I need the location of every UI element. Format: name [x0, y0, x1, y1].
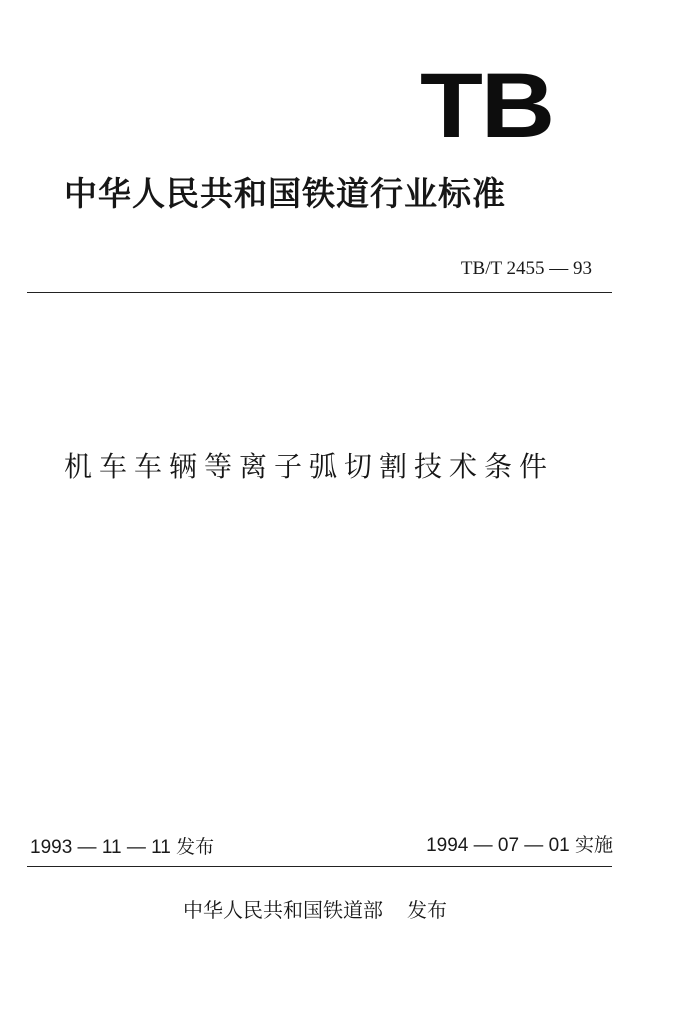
publisher-line [183, 894, 447, 923]
publisher-action: 发布 [407, 898, 447, 922]
top-divider [27, 292, 612, 293]
document-title: 机车车辆等离子弧切割技术条件 [64, 450, 555, 483]
effective-date: 1994 — 07 — 01 实施 [426, 835, 613, 856]
bottom-divider [27, 866, 612, 867]
standard-number: TB/T 2455 — 93 [460, 258, 592, 279]
industry-standard-title: 中华人民共和国铁道行业标准 [64, 174, 506, 213]
tb-logo: TB [420, 55, 553, 157]
publisher-name: 中华人民共和国铁道部 [183, 898, 383, 922]
release-date: 1993 — 11 — 11 发布 [30, 837, 215, 858]
